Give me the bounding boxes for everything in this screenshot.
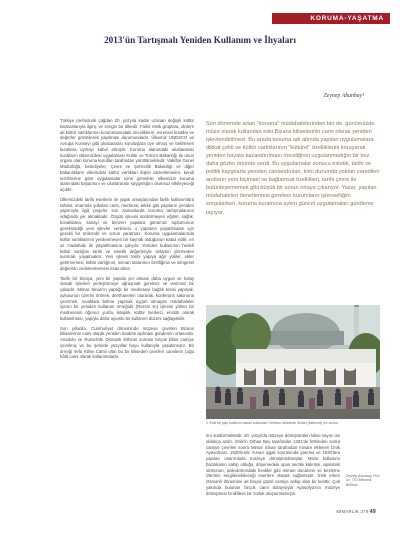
page-number: 49 bbox=[369, 509, 376, 515]
mosque-courtyard-photo bbox=[206, 305, 380, 419]
pull-quote: Son dönemde artan "koruma" müdahalelerinden biri de, günümüzde müze olarak kullanılan eski Bizans kiliselerinin cami olarak yeniden işlevlendirilmesi. Bu arada koruma adı altında yapılan uygulamalara dikkat çekti ve kültür varlıklarının "kültürel" özelliklerini koruyarak yeniden hayata kazandırılması önceliğinin uygulanmadığın bir kez daha gözler önünde serdi. Bu uygulamalar sonucu estetik, tarihi ve politik kaygılarla yeniden canlandırılan, kimi durumda yoktan varedilen anıtların yeni biçimsel ve bağlamsal özellikleri, tarihi çevre ile bütünleşememek gibi büyük bir sorun ortaya çıkarıyor. Yazar, yapılan müdahaleleri denetlemesi gereken kurumların işlevselliğini sorgularken, koruma kuramına aykırı güncel uygulamaları gündeme taşıyor. bbox=[206, 121, 380, 216]
left-body-column bbox=[60, 118, 194, 498]
body-paragraph: Ülkemizdeki tarihi eserlerin ile yapıtı amaçlarından farklı kullanımlara tahsisi, onarımla yokolan canlı, medrese, tekke gibi yapıların yeniden yapımıyla ilgili projeler son zamanlarda koruma tartışmalarının odağında yer almaktadır. Özgün işlevini sürdürmeyen eğitim, sağlık, konaklama, sanayi ve benzeri yapılara günümüz toplumunun gereksindiği yeni işlevler verilmesi, o yapıların yaşatılmaları için gerekli bir önlemdir ve sorun yaratmaz. Koruma uygulamalarında kültür varlıklarının yenilenmeyen bir kaynak olduğunun kabul edilir, en az müdahale ile yaşatılmasına çalışılır. Yeniden kullanımın hedefi kültür varlığını tarihi ve estetik değerleriyle anlamın yitirmeden sunmak, yaşatmaktır. Yeni işlevin tarihi yapıya ağır yükler, ekler getirmemesi, kültür varlığının, miman tasarımın özelliğinin ve simgesel değerinin zedelenmemesi esas alınır. bbox=[60, 196, 194, 271]
author-sidenote: Zeynep Ahunbay, Prof. Dr., İTÜ Mimarlık Bölümü bbox=[346, 474, 381, 487]
body-paragraph: Son yıllarda, Cumhuriyet döneminde müzeye çevrilen Bizans kiliselerinin cami olarak yeniden ibadete açılması gündemin ortasında. Anadolu ve Rumeli'de Osmanlı fethinin sonrası birçok kilise camiye çevrilmiş ve bu şehirde yüzyıllar boyu kullanıyla yaşatılmıştır. Bir örneği Vefa Kilise Camii olan bu bir kiliseden çevrilen camilerin çoğu hâlâ cami olarak kullanımdadır. bbox=[60, 325, 194, 360]
right-body-column: rini sürdürmektedir. 20. yüzyılda müzeye dönüştürülen kilise sayısı ise oldukça azdır. İznik'in Orhan Bey tarafından 1331'de fethinden sonra camiye çevrilen sonra Mimar Sinan tarafından minare eklenen İznik Ayasofyası, 1920'lerde Yunan işgali sonrasında yanmış ve 1930'lara yapılan onarımlarla müzeye dönüştürülmüştür. Müze kullanımı bazılıkanın sahip olduğu, döşemedeki opus sectile kalıntısı, apsisteki sintronon, paleolotrondaki freskler gibi miman donanımı ve bezleme izlerinin sergilenebileceği eserlere olanak sağlamıştır. İznik erken Osmanlı dönemine ait birçok güzel camiye sahip olan bir kenttir. Çok yakında bulunan birçok cami dolayısıyla Ayasofya'nın müzeye dönüşmesi İzniklilere bir zorluk oluşturmamıştır. bbox=[206, 433, 340, 496]
author-name: Zeynep Ahunbay¹ bbox=[323, 93, 364, 99]
magazine-issue: MİMARLIK 379 bbox=[336, 509, 370, 514]
page-folio bbox=[336, 509, 376, 515]
article-title: 2013'ün Tartışmalı Yeniden Kullanım ve İhyaları bbox=[104, 35, 296, 45]
photo-caption: 1. Eski bir yapı kullanım olarak kullanılan Cehebur Mihrimah Sultan (Mahmut) (ve zulmu. bbox=[206, 421, 339, 425]
body-paragraph: Tarihi bir binaya, yeni bir yapıda yer alması daha uygun ve kolay olacak işlevleri yerleştirmeye uğraşmak gereksiz ve verimsiz bir çabadır. Mimar Sinan'ın yaptığı bir medreseyi bağlık tesisi yapmak, avlusunun üzerini örtmek, dershaneleri oturarak, konferans salonuna çevirmek, revaklara bölme yapmak uygun olmayan müdahaleler içeren bir yeniden kullanım örneğidir (Rezzin Kı) işlevini yitiren bir medresenin öğrenci yurdu, kitaplık, kültür merkezi, enstitü olarak kullanılması, yapıyla daha uyumlu bir kullanım düzeni sağlayabilir. bbox=[60, 275, 194, 321]
body-paragraph: Türkiye prehistorik çağdan 20. yüzyıla kadar uzanan değişik kültür katmanlarıyla ilginç ve zengin bir ülkedir. Farklı etnik gruplara, dinlere ait kültür varlıklarının korunmasındaki önceliklerin, evrensel kurallar ve değerler gözetilerek yapılması durumundadır. Ülkemiz UNESCO ve Avrupa Konseyi gibi uluslararası kuruluşlara üye olmuş ve belirlenen kurallara uymayı kabul etmiştir. Koruma alanındaki uluslararası kuralların ülkemizdeki uygulaması Kültür ve Turizm Bakanlığı ile onun organı olan koruma kurulları tarafından yürütülmektedir. Vakıflar Genel Müdürlüğü, belediyeler, Çevre ve Şehircilik Bakanlığı ve diğer bakanlıkların ellerindeki kültür varlıkları ilişkin düzenlemeleri, kendi tercihlerine göre uygulamalar içine girmekte; ülkemizin koruma alanındaki başarısını ve uluslararası saygınlığını olumsuz etkileyeceği açıktır. bbox=[60, 118, 194, 192]
section-header: KORUMA-YAŞATMA bbox=[272, 13, 390, 24]
